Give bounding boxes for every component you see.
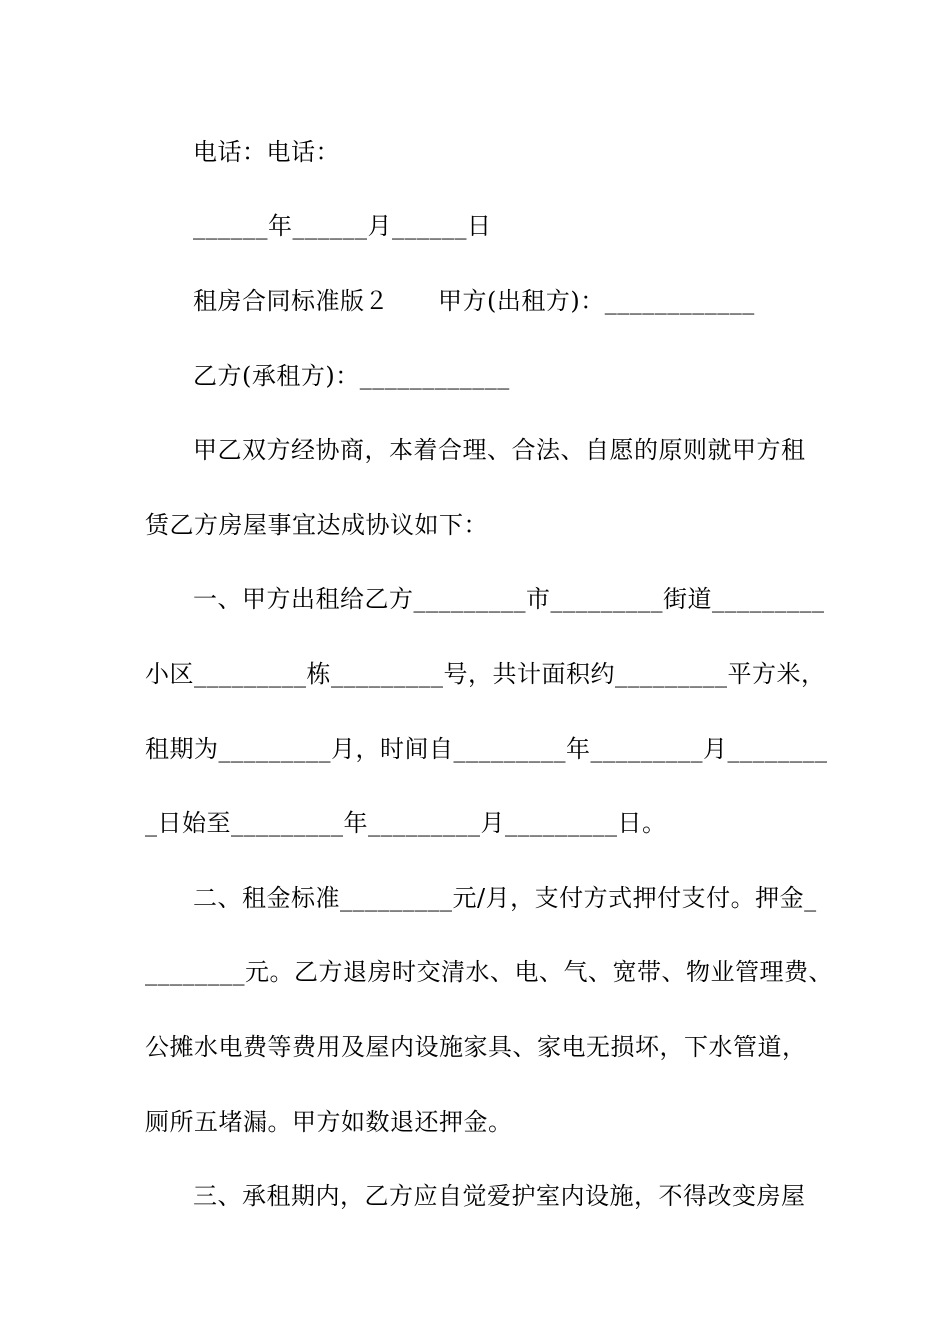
contract-title-party-a-line: 租房合同标准版２ 甲方(出租方)：____________ — [193, 287, 755, 315]
phone-line: 电话：电话： — [193, 138, 340, 166]
clause-1-line-3: 租期为_________月，时间自_________年_________月________ — [145, 735, 828, 763]
clause-2-line-1: 二、租金标准_________元/月，支付方式押付支付。押金_ — [193, 884, 817, 912]
clause-1-line-4: _日始至_________年_________月_________日。 — [145, 809, 667, 837]
intro-paragraph-line-2: 赁乙方房屋事宜达成协议如下： — [145, 511, 488, 539]
clause-1-line-2: 小区_________栋_________号，共计面积约_________平方米， — [145, 660, 826, 688]
party-b-line: 乙方(承租方)：____________ — [193, 362, 510, 390]
intro-paragraph-line-1: 甲乙双方经协商，本着合理、合法、自愿的原则就甲方租 — [193, 436, 806, 464]
clause-3-line-1: 三、承租期内，乙方应自觉爱护室内设施，不得改变房屋 — [193, 1182, 806, 1210]
clause-2-line-3: 公摊水电费等费用及屋内设施家具、家电无损坏，下水管道， — [145, 1033, 807, 1061]
clause-1-line-1: 一、甲方出租给乙方_________市_________街道_________ — [193, 585, 825, 613]
date-line: ______年______月______日 — [193, 212, 492, 240]
clause-2-line-4: 厕所五堵漏。甲方如数退还押金。 — [145, 1108, 513, 1136]
clause-2-line-2: ________元。乙方退房时交清水、电、气、宽带、物业管理费、 — [145, 958, 833, 986]
